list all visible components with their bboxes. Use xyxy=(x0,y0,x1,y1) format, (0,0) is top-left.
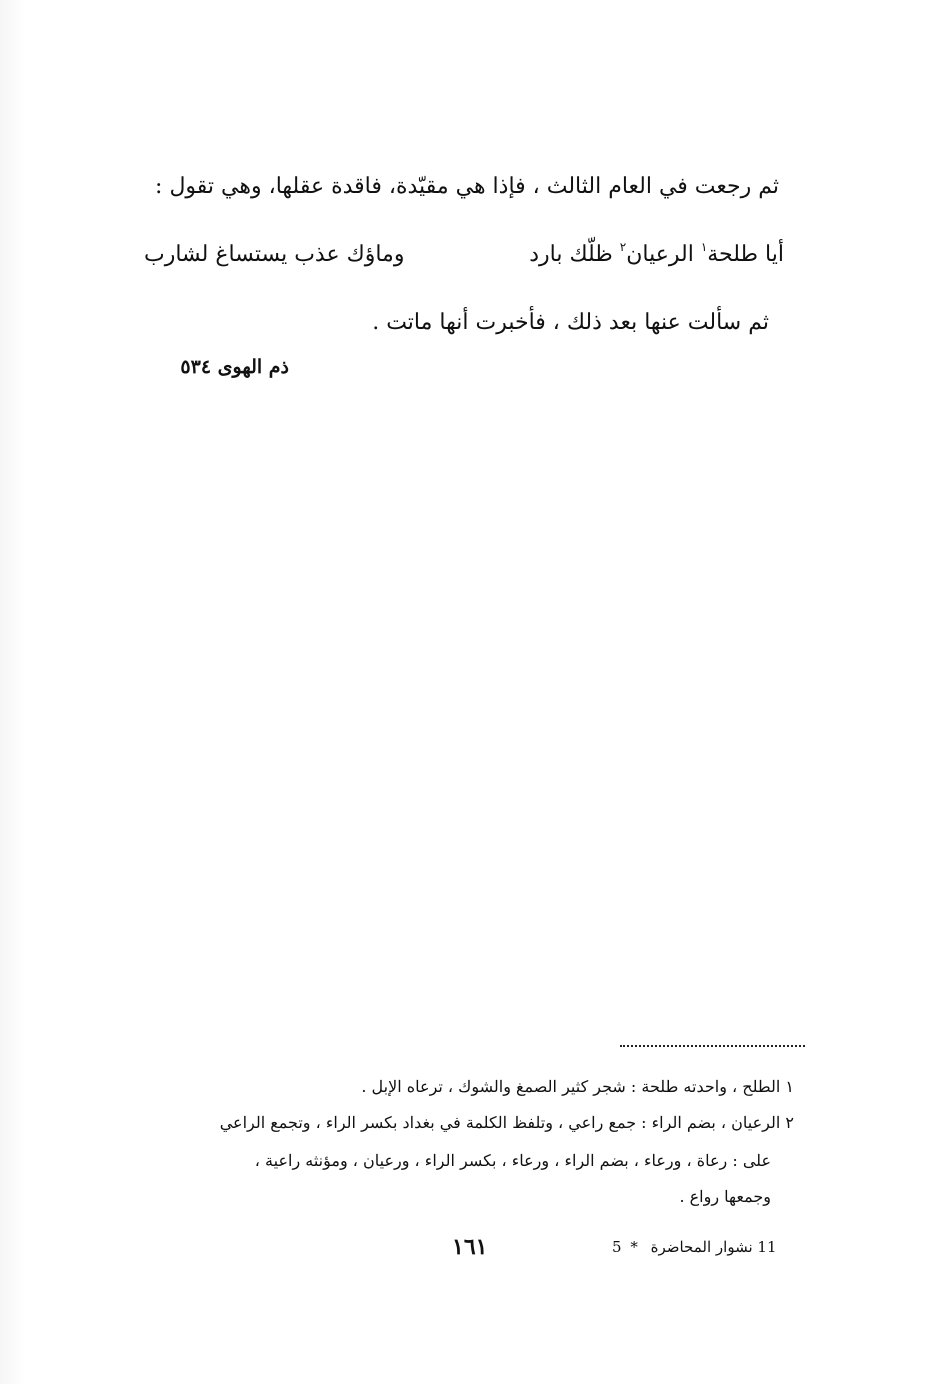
footnote-2-line-3: وجمعها رواع . xyxy=(679,1187,771,1206)
footnote-1: ١ الطلح ، واحدته طلحة : شجر كثير الصمغ والشوك ، ترعاه الإبل . xyxy=(361,1077,794,1096)
printer-signature xyxy=(612,1238,789,1256)
footnote-2-line-1: ٢ الرعيان ، بضم الراء : جمع راعي ، وتلفظ الكلمة في بغداد بكسر الراء ، وتجمع الراعي xyxy=(219,1113,794,1132)
paragraph-1: ثم رجعت في العام الثالث ، فإذا هي مقيّدة، فاقدة عقلها، وهي تقول : xyxy=(155,174,779,199)
verse-hemistich-2: وماؤك عذب يستساغ لشارب xyxy=(144,242,405,267)
source-reference: ذم الهوى ٥٣٤ xyxy=(180,356,289,378)
signature-sheet-number: 11 xyxy=(757,1238,777,1256)
footnote-ref-1: ١ xyxy=(700,240,708,254)
paragraph-2: ثم سألت عنها بعد ذلك ، فأخبرت أنها ماتت . xyxy=(372,310,769,335)
hemistich-1-part-b: الرعيان xyxy=(626,242,701,267)
poem-verse xyxy=(144,240,784,274)
signature-star: * xyxy=(630,1238,638,1256)
signature-volume: 5 xyxy=(612,1238,622,1256)
page-number: ١٦١ xyxy=(452,1234,488,1260)
hemistich-1-part-a: أيا طلحة xyxy=(707,242,784,267)
scan-edge-shadow xyxy=(0,0,26,1384)
footnote-2-line-2: على : رعاة ، ورعاء ، بضم الراء ، ورعاء ، بكسر الراء ، ورعيان ، ومؤنثه راعية ، xyxy=(254,1151,771,1170)
signature-title: نشوار المحاضرة xyxy=(650,1238,753,1256)
footnote-ref-2: ٢ xyxy=(619,240,627,254)
hemistich-1-part-c: ظلّك بارد xyxy=(529,242,620,267)
verse-hemistich-1 xyxy=(529,240,784,270)
footnote-divider xyxy=(620,1045,805,1047)
